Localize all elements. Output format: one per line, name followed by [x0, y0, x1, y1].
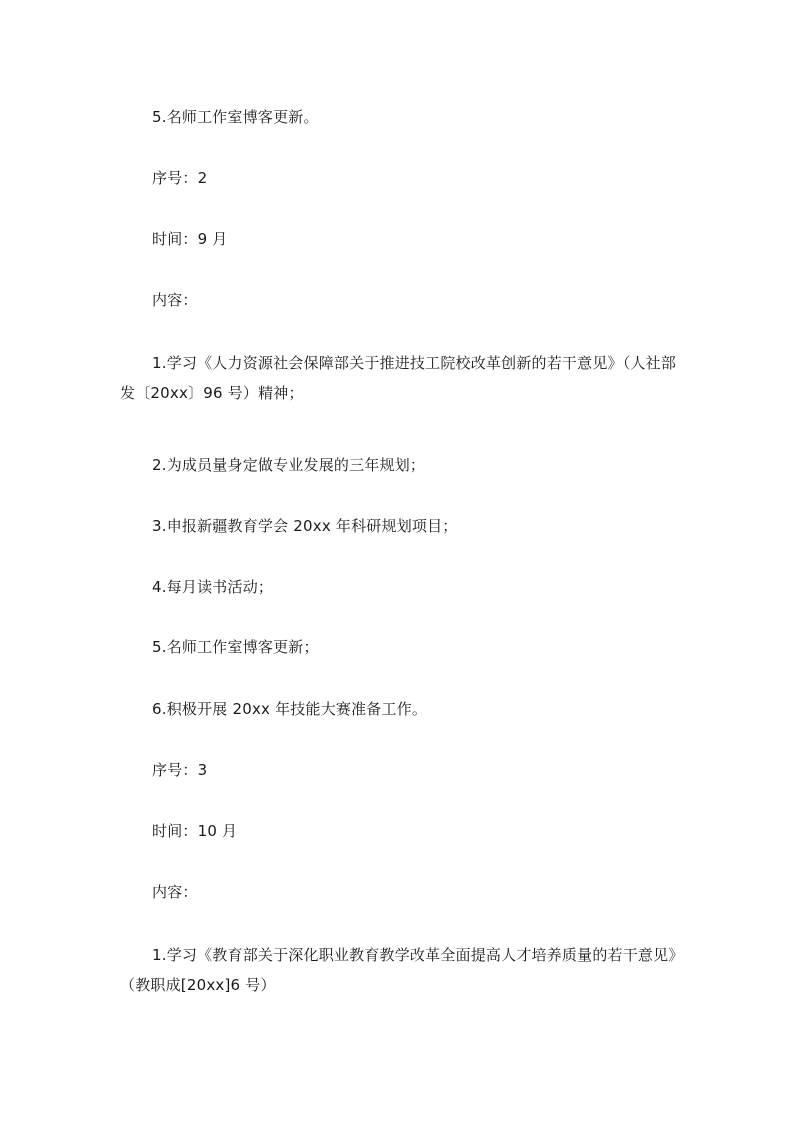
paragraph-reading-activity: 4.每月读书活动；	[152, 578, 274, 596]
paragraph-serial-2: 序号：2	[152, 169, 208, 187]
paragraph-serial-3: 序号：3	[152, 761, 208, 779]
paragraph-skills-competition: 6.积极开展 20xx 年技能大赛准备工作。	[152, 700, 428, 718]
paragraph-study-education-policy: 1.学习《教育部关于深化职业教育教学改革全面提高人才培养质量的若干意见》（教职成[20xx]6 号）	[120, 946, 677, 994]
paragraph-time-september: 时间：9 月	[152, 230, 228, 248]
paragraph-blog-update-1: 5.名师工作室博客更新。	[152, 108, 319, 126]
paragraph-content-label-2: 内容：	[152, 883, 198, 901]
paragraph-research-project: 3.申报新疆教育学会 20xx 年科研规划项目；	[152, 517, 458, 535]
paragraph-blog-update-2: 5.名师工作室博客更新；	[152, 638, 319, 656]
paragraph-time-october: 时间：10 月	[152, 822, 238, 840]
paragraph-content-label-1: 内容：	[152, 291, 198, 309]
paragraph-three-year-plan: 2.为成员量身定做专业发展的三年规划；	[152, 456, 426, 474]
paragraph-study-hr-policy: 1.学习《人力资源社会保障部关于推进技工院校改革创新的若干意见》（人社部发〔20xx〕96 号）精神；	[120, 354, 677, 402]
